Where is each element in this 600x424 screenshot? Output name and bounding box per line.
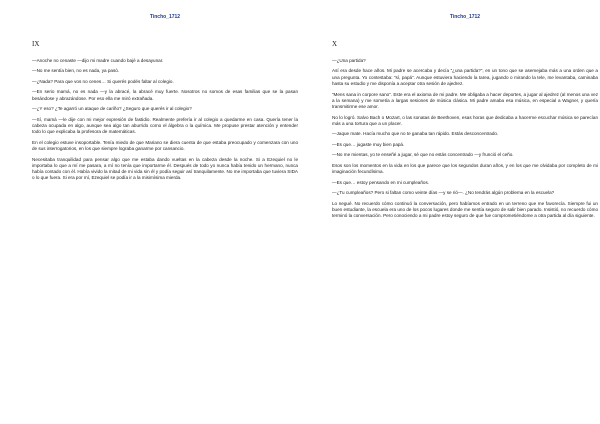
- paragraph: —Anoche no cenaste —dijo mi madre cuando bajé a desayunar.: [32, 58, 164, 63]
- paragraph: —¿Una partida?: [332, 58, 366, 63]
- paragraph: —Jaque mate. Hacía mucho que no te ganaba tan rápido. Estás desconcentrado.: [332, 131, 499, 137]
- paragraph: Así era desde hace años. Mi padre se acercaba y decía “¿una partida?”, en un tono que se asemejaba más a una orden que a una pregunta. Yo contestaba: “sí, papá”. Aunque estuviera haciendo la tarea, jugando o mirando la tele, me levantaba, caminaba hasta su estudio y me disponía a aceptar otra sesión de ajedrez.: [332, 68, 598, 87]
- page-body: [332, 58, 598, 224]
- paragraph: —Sí, mamá —le dije con mi mejor expresión de fastidio. Realmente prefería ir al colegio a quedarme en casa. Quería tener la cabeza ocupada en algo, aunque sea algo tan aburrido como el álgebra o la química. Me propuse prestar atención y entender todo lo que explicaba la profesora de matemáticas.: [32, 116, 298, 135]
- paragraph: —No me sentía bien, no es nada, ya pasó.: [32, 68, 120, 74]
- paragraph: En el colegio estuve insoportable. Tenía miedo de que Mariano se diera cuenta de que estaba preocupado y comenzara con uno de sus interrogatorios, en los que siempre lograba ganarme por cansancio.: [32, 139, 298, 152]
- paragraph: —¿Y eso? ¿Te agarró un ataque de cariño? ¿Seguro que querés ir al colegio?: [32, 106, 192, 112]
- paragraph: Necesitaba tranquilidad para pensar algo que me estaba dando vueltas en la cabeza desde la noche. Si a Ezequiel no le importaba lo que a mí me pasara, a mí no tenía que importarme él. Después de todo yo nunca había tenido un hermano, nunca había contado con él. Había vivido la mitad de mi vida sin él y podía seguir así tranquilamente. No me importaba que tuviera SIDA o lo que fuera. Si era por mí, Ezequiel se podía ir a la misimísima mierda.: [32, 156, 298, 181]
- paragraph: —No me mientas, yo te enseñé a jugar, sé que no estás concentrado —y frunció el ceño.: [332, 152, 514, 158]
- running-head: Tincho_1712: [149, 14, 181, 20]
- paragraph: —¿Tu cumpleaños? Pero si faltan como veinte días —y se rió—. ¿No tendrás algún problema en la escuela?: [332, 190, 555, 196]
- running-head: Tincho_1712: [449, 14, 481, 20]
- paragraph: —¿Nada? Para que vos no cenes… Si querés podés faltar al colegio.: [32, 78, 174, 84]
- left-page: [30, 0, 300, 424]
- paragraph: —Es que… jugaste muy bien papá.: [332, 141, 405, 147]
- chapter-number: X: [332, 40, 338, 48]
- right-page: [330, 0, 600, 424]
- paragraph: Esos son los momentos en la vida en los que parece que los segundos duran años, y en los que me olvidaba por completo de mi imaginación fecundísima.: [332, 162, 598, 175]
- paragraph: Lo negué. No recuerdo cómo continuó la conversación, pero habíamos entrado en un terreno que me favorecía. Siempre fui un buen estudiante, la escuela era uno de los pocos lugares donde me sentía seguro de salir bien parado. Insistió, no recuerdo cómo terminó la conversación. Pero conociendo a mi padre estoy seguro de que fue comprometiéndome a otra partida al día siguiente.: [332, 200, 598, 219]
- paragraph: “Mens sana in corpore sano”. Este era el axioma de mi padre. Me obligaba a hacer deportes, a jugar al ajedrez (al menos una vez a la semana) y me sometía a largas sesiones de música clásica. Mi padre amaba esa música, en especial a Wagner, y quería transmitirme ese amor.: [332, 91, 598, 110]
- paragraph: —En serio mamá, no es nada —y la abracé, la abracé muy fuerte. Nosotros no somos de esas familias que se la pasan besándose y abrazándose. Por eso ella me miró extrañada.: [32, 89, 298, 101]
- paragraph: —Es que… estoy pensando en mi cumpleaños.: [332, 179, 430, 185]
- paragraph: No lo logró. Salvo Bach o Mozart, o las sonatas de Beethoven, esas horas que dedicaba a hacerme escuchar música se parecían más a una tortura que a un placer.: [332, 114, 598, 126]
- chapter-number: IX: [32, 40, 40, 48]
- page-body: [32, 58, 298, 186]
